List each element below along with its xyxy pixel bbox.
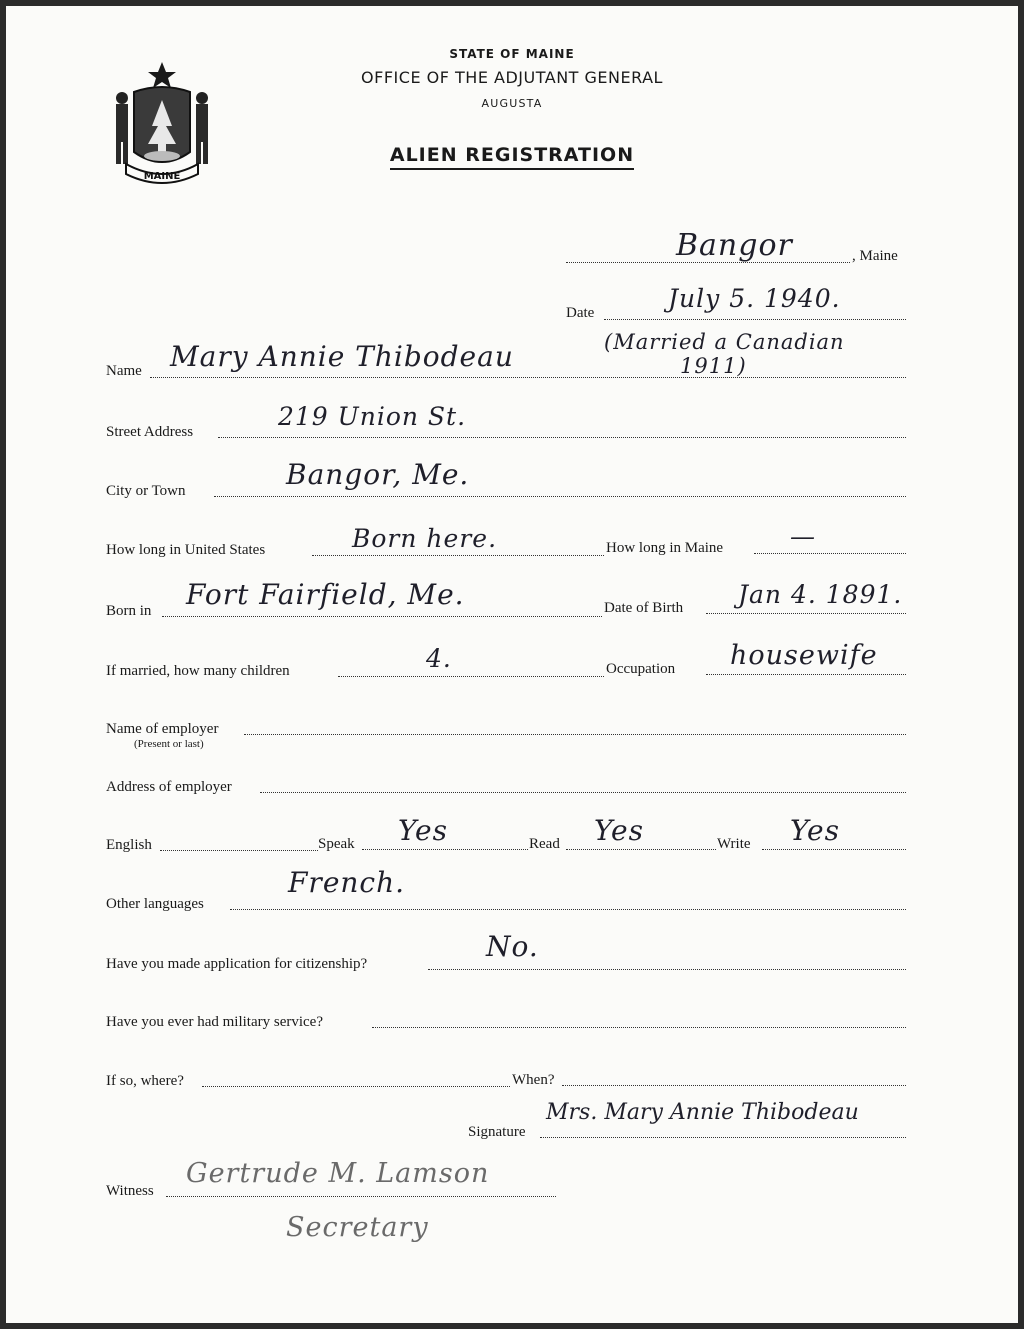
write-label: Write xyxy=(717,836,751,852)
write-line xyxy=(762,849,906,850)
military-label: Have you ever had military service? xyxy=(106,1014,323,1030)
speak-value[interactable]: Yes xyxy=(398,814,448,847)
how-long-us-line xyxy=(312,555,604,556)
occupation-value[interactable]: housewife xyxy=(730,640,878,671)
born-in-label: Born in xyxy=(106,603,152,619)
street-value[interactable]: 219 Union St. xyxy=(278,402,467,431)
how-long-maine-label: How long in Maine xyxy=(606,540,724,556)
dob-label: Date of Birth xyxy=(604,600,684,616)
born-in-line xyxy=(162,616,602,617)
english-line xyxy=(160,850,318,851)
office-heading: OFFICE OF THE ADJUTANT GENERAL xyxy=(361,68,663,87)
street-line xyxy=(218,437,906,438)
write-value[interactable]: Yes xyxy=(790,814,840,847)
how-long-us-value[interactable]: Born here. xyxy=(352,524,498,553)
dob-value[interactable]: Jan 4. 1891. xyxy=(738,580,903,609)
city-line xyxy=(214,496,906,497)
state-heading: STATE OF MAINE xyxy=(449,47,575,61)
when-line[interactable] xyxy=(562,1085,906,1086)
how-long-maine-line xyxy=(754,553,906,554)
city-heading: AUGUSTA xyxy=(481,97,543,110)
speak-label: Speak xyxy=(318,836,355,852)
name-value[interactable]: Mary Annie Thibodeau xyxy=(170,340,514,373)
street-label: Street Address xyxy=(106,424,194,440)
employer-label: Name of employer xyxy=(106,721,219,737)
employer-address-line[interactable] xyxy=(260,792,906,793)
how-long-us-label: How long in United States xyxy=(106,542,266,558)
read-value[interactable]: Yes xyxy=(594,814,644,847)
citizenship-line xyxy=(428,969,906,970)
children-value[interactable]: 4. xyxy=(426,644,452,673)
where-line[interactable] xyxy=(202,1086,510,1087)
children-label: If married, how many children xyxy=(106,663,290,679)
signature-line xyxy=(540,1137,906,1138)
other-languages-value[interactable]: French. xyxy=(288,866,406,899)
svg-text:MAINE: MAINE xyxy=(143,171,181,182)
date-value[interactable]: July 5. 1940. xyxy=(668,284,841,313)
citizenship-label: Have you made application for citizenship? xyxy=(106,956,368,972)
city-value[interactable]: Bangor, Me. xyxy=(286,458,470,491)
name-label: Name xyxy=(106,363,142,379)
maine-label: , Maine xyxy=(852,248,898,264)
employer-line[interactable] xyxy=(244,734,906,735)
witness-title[interactable]: Secretary xyxy=(286,1212,429,1243)
witness-line xyxy=(166,1196,556,1197)
when-label: When? xyxy=(512,1072,555,1088)
town-value[interactable]: Bangor xyxy=(676,228,793,263)
english-label: English xyxy=(106,837,152,853)
city-label: City or Town xyxy=(106,483,186,499)
speak-line xyxy=(362,849,528,850)
born-in-value[interactable]: Fort Fairfield, Me. xyxy=(186,578,465,611)
other-languages-label: Other languages xyxy=(106,896,204,912)
witness-label: Witness xyxy=(106,1183,154,1199)
occupation-line xyxy=(706,674,906,675)
marriage-year[interactable]: 1911) xyxy=(680,354,747,378)
employer-sublabel: (Present or last) xyxy=(134,738,204,750)
occupation-label: Occupation xyxy=(606,661,676,677)
marriage-note[interactable]: (Married a Canadian xyxy=(604,330,845,354)
signature-label: Signature xyxy=(468,1124,526,1140)
military-line[interactable] xyxy=(372,1027,906,1028)
read-label: Read xyxy=(529,836,560,852)
read-line xyxy=(566,849,716,850)
signature-value[interactable]: Mrs. Mary Annie Thibodeau xyxy=(546,1100,859,1125)
name-line xyxy=(150,377,906,378)
citizenship-value[interactable]: No. xyxy=(486,930,539,963)
date-label: Date xyxy=(566,305,595,321)
date-line xyxy=(604,319,906,320)
form-title: ALIEN REGISTRATION xyxy=(0,144,1024,166)
witness-value[interactable]: Gertrude M. Lamson xyxy=(186,1158,490,1189)
employer-address-label: Address of employer xyxy=(106,779,232,795)
children-line xyxy=(338,676,604,677)
other-languages-line xyxy=(230,909,906,910)
where-label: If so, where? xyxy=(106,1073,184,1089)
how-long-maine-value[interactable]: — xyxy=(790,522,816,551)
dob-line xyxy=(706,613,906,614)
